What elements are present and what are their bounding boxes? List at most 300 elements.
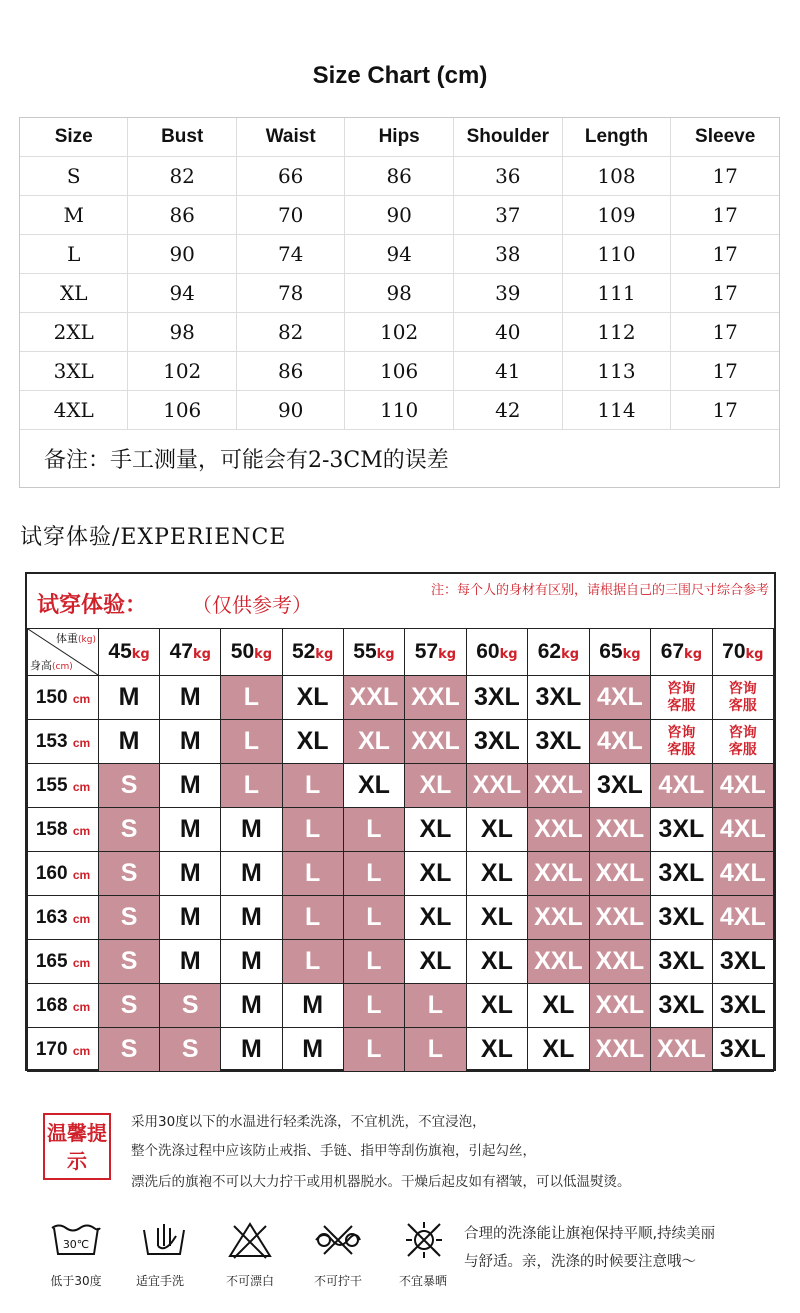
height-cell [28, 720, 99, 764]
height-unit: cm [72, 911, 91, 926]
height-row [28, 676, 774, 720]
weight-cell [343, 629, 404, 676]
fit-size-cell [343, 720, 404, 764]
fit-size-value: XXL [534, 815, 583, 843]
height-value: 165 [35, 950, 68, 972]
fit-size-cell [528, 808, 589, 852]
weight-unit: kg [622, 647, 641, 662]
size-row [20, 391, 779, 430]
fit-size-value: S [120, 903, 138, 931]
weight-cell [99, 629, 160, 676]
fit-size-cell [712, 984, 773, 1028]
weight-unit: kg [684, 647, 702, 662]
fit-size-cell [343, 764, 404, 808]
fit-size-value: S [120, 947, 138, 975]
size-cell: 41 [453, 352, 562, 391]
fit-size-cell [712, 808, 773, 852]
size-cell: L [20, 235, 128, 274]
care-line-2: 整个洗涤过程中应该防止戒指、手链、指甲等刮伤旗袍，引起勾丝， [131, 1143, 536, 1159]
size-cell: 17 [671, 391, 779, 430]
fit-size-value: 3XL [535, 683, 582, 711]
size-cell: 70 [236, 196, 345, 235]
height-unit: cm [72, 823, 91, 838]
height-unit: cm [72, 867, 91, 882]
size-cell: 2XL [20, 313, 128, 352]
fit-size-cell [221, 764, 282, 808]
fit-size-value: L [243, 771, 260, 799]
size-cell: 17 [671, 274, 779, 313]
fit-size-cell [282, 808, 343, 852]
size-cell: 66 [236, 157, 345, 196]
fit-size-cell [528, 764, 589, 808]
fit-size-cell [466, 1028, 527, 1072]
fit-size-cell [589, 852, 650, 896]
care-label-5: 不宜暴晒 [398, 1274, 447, 1288]
fit-size-value: M [302, 1035, 324, 1063]
size-cell: 98 [345, 274, 453, 313]
size-cell: 39 [453, 274, 562, 313]
fit-size-value: M [241, 991, 262, 1019]
hand-wash-icon [136, 1220, 192, 1260]
size-chart-title: Size Chart (cm) [312, 62, 488, 89]
fit-size-value: XL [419, 859, 452, 887]
size-cell: 94 [128, 274, 236, 313]
fit-size-value: M [179, 815, 201, 843]
fit-size-value: XL [419, 815, 452, 843]
weight-cell [282, 629, 343, 676]
fit-size-value: L [243, 727, 260, 755]
fit-size-cell [712, 1028, 773, 1072]
height-row [28, 852, 774, 896]
fit-size-cell [99, 896, 160, 940]
fit-size-value: L [304, 947, 321, 975]
fit-size-cell [343, 896, 404, 940]
fit-size-cell [221, 720, 282, 764]
fit-size-value: XXL [411, 683, 460, 711]
weight-cell [528, 629, 589, 676]
fit-size-cell [405, 940, 466, 984]
fit-size-cell [282, 896, 343, 940]
fit-size-value: XL [357, 727, 390, 755]
fit-size-value: S [181, 991, 199, 1019]
care-label-3: 不可漂白 [225, 1274, 274, 1288]
size-cell: 82 [236, 313, 345, 352]
fit-size-cell [589, 764, 650, 808]
size-cell: 98 [128, 313, 236, 352]
fit-size-cell [282, 852, 343, 896]
fit-size-cell [405, 896, 466, 940]
fit-size-cell [589, 808, 650, 852]
fit-size-value: L [304, 859, 321, 887]
fit-size-value: M [179, 859, 201, 887]
fit-size-value: 3XL [473, 683, 520, 711]
fit-size-value: XL [419, 903, 452, 931]
size-cell: 17 [671, 235, 779, 274]
fit-size-cell [651, 808, 712, 852]
care-line-1: 采用30度以下的水温进行轻柔洗涤，不宜机洗，不宜浸泡， [131, 1114, 486, 1130]
fit-size-value: 3XL [596, 771, 643, 799]
fit-size-value: XXL [472, 771, 522, 799]
height-unit: cm [72, 999, 91, 1014]
fit-size-value: L [304, 815, 321, 843]
fit-size-value: L [304, 771, 321, 799]
fit-size-value: 4XL [658, 771, 705, 799]
fit-size-value: XXL [595, 991, 645, 1019]
size-note: 备注：手工测量，可能会有2-3CM的误差 [44, 448, 449, 473]
fit-size-cell [99, 764, 160, 808]
height-value: 158 [35, 818, 68, 840]
size-table [20, 118, 779, 430]
weight-cell [589, 629, 650, 676]
fit-size-cell [528, 984, 589, 1028]
weight-value: 47 [169, 640, 193, 663]
fit-size-cell [282, 984, 343, 1028]
fit-size-cell [99, 720, 160, 764]
fit-size-cell [528, 676, 589, 720]
height-value: 155 [35, 774, 68, 796]
fit-size-value: M [241, 947, 262, 975]
height-cell [28, 1028, 99, 1072]
fit-size-cell [712, 720, 773, 764]
weight-unit: kg [315, 647, 334, 662]
fit-size-cell [282, 720, 343, 764]
fit-size-value: 3XL [719, 991, 766, 1019]
fit-size-value: 咨询客服 [667, 680, 696, 714]
corner-height: 身高(cm) [30, 659, 73, 672]
weight-unit: kg [745, 647, 764, 662]
fit-size-cell [221, 984, 282, 1028]
weight-unit: kg [192, 647, 211, 662]
weight-cell [712, 629, 773, 676]
fit-size-value: 咨询客服 [728, 680, 757, 714]
size-header-cell: Hips [345, 118, 453, 157]
care-label-2: 适宜手洗 [135, 1274, 184, 1288]
size-header-cell: Size [20, 118, 128, 157]
fit-size-value: M [179, 771, 201, 799]
size-row [20, 235, 779, 274]
size-cell: 3XL [20, 352, 128, 391]
fit-size-value: 4XL [719, 771, 766, 799]
weight-cell [160, 629, 221, 676]
size-cell: 106 [128, 391, 236, 430]
fit-size-cell [221, 940, 282, 984]
fit-size-value: L [366, 859, 382, 887]
height-cell [28, 896, 99, 940]
size-cell: 102 [345, 313, 453, 352]
fit-size-value: 3XL [658, 859, 705, 887]
care-label-1: 低于30度 [50, 1274, 102, 1288]
size-cell: 90 [128, 235, 236, 274]
fit-size-value: 4XL [596, 683, 643, 711]
fit-size-value: XL [542, 991, 575, 1019]
size-row [20, 313, 779, 352]
size-cell: 111 [562, 274, 671, 313]
fit-size-cell [221, 1028, 282, 1072]
fit-size-cell [651, 940, 712, 984]
size-cell: 90 [345, 196, 453, 235]
fit-table [27, 628, 774, 1072]
fit-size-value: XXL [411, 727, 460, 755]
fit-size-value: 咨询客服 [728, 724, 757, 758]
fit-size-cell [712, 896, 773, 940]
fit-size-value: S [120, 815, 138, 843]
fit-size-value: M [179, 727, 201, 755]
height-value: 153 [35, 730, 68, 752]
footer-line-2: 与舒适。亲，洗涤的时候要注意哦～ [464, 1254, 696, 1270]
size-header-cell: Shoulder [453, 118, 562, 157]
size-cell: 82 [128, 157, 236, 196]
fit-size-value: M [241, 815, 262, 843]
weight-cell [651, 629, 712, 676]
no-sun-icon [396, 1220, 452, 1260]
fit-size-cell [343, 984, 404, 1028]
fit-size-cell [466, 764, 527, 808]
fit-size-value: L [427, 991, 444, 1019]
fit-size-value: 4XL [719, 903, 766, 931]
size-header-cell: Bust [128, 118, 236, 157]
weight-unit: kg [499, 647, 518, 662]
fit-size-cell [160, 896, 221, 940]
experience-head-note: 注：每个人的身材有区别，请根据自己的三围尺寸综合参考 [431, 583, 770, 598]
fit-size-value: 3XL [658, 991, 705, 1019]
fit-size-cell [589, 896, 650, 940]
corner-weight: 体重(kg) [56, 632, 96, 645]
fit-size-value: S [120, 771, 138, 799]
fit-size-value: XXL [534, 859, 583, 887]
fit-size-cell [712, 676, 773, 720]
weight-unit: kg [376, 647, 395, 662]
fit-size-cell [589, 676, 650, 720]
fit-size-cell [589, 940, 650, 984]
size-cell: 114 [562, 391, 671, 430]
size-cell: 109 [562, 196, 671, 235]
fit-size-value: L [427, 1035, 444, 1063]
size-cell: 17 [671, 157, 779, 196]
care-line-3: 漂洗后的旗袍不可以大力拧干或用机器脱水。干燥后起皮如有褶皱，可以低温熨烫。 [131, 1174, 631, 1190]
fit-size-cell [160, 984, 221, 1028]
fit-size-cell [466, 676, 527, 720]
fit-size-cell [160, 720, 221, 764]
size-cell: 17 [671, 313, 779, 352]
fit-size-cell [99, 1028, 160, 1072]
fit-size-value: S [120, 859, 138, 887]
height-value: 163 [35, 906, 68, 928]
size-cell: M [20, 196, 128, 235]
height-unit: cm [72, 955, 91, 970]
size-cell: XL [20, 274, 128, 313]
no-wring-icon [310, 1220, 366, 1260]
fit-size-value: 3XL [658, 947, 705, 975]
fit-size-cell [221, 896, 282, 940]
fit-size-cell [160, 764, 221, 808]
fit-size-cell [651, 984, 712, 1028]
fit-size-value: XL [296, 727, 329, 755]
fit-size-cell [405, 808, 466, 852]
fit-size-value: S [120, 991, 138, 1019]
fit-size-cell [343, 852, 404, 896]
fit-size-cell [651, 676, 712, 720]
experience-head-title: 试穿体验： [37, 593, 148, 618]
fit-size-cell [466, 808, 527, 852]
fit-size-value: L [243, 683, 260, 711]
height-row [28, 764, 774, 808]
fit-size-value: M [179, 683, 201, 711]
fit-size-cell [528, 896, 589, 940]
fit-size-cell [528, 940, 589, 984]
fit-size-cell [160, 852, 221, 896]
height-value: 150 [35, 686, 68, 708]
fit-size-value: L [366, 815, 382, 843]
size-cell: 74 [236, 235, 345, 274]
size-cell: 4XL [20, 391, 128, 430]
height-unit: cm [72, 779, 91, 794]
fit-size-cell [651, 1028, 712, 1072]
height-row [28, 984, 774, 1028]
weight-value: 45 [108, 640, 132, 663]
fit-size-value: XXL [595, 859, 645, 887]
fit-size-value: L [366, 991, 382, 1019]
fit-size-value: 4XL [596, 727, 643, 755]
care-tip-badge: 温馨提示 [43, 1113, 111, 1180]
fit-size-value: XL [542, 1035, 575, 1063]
size-header-row [20, 118, 779, 157]
size-cell: 112 [562, 313, 671, 352]
weight-value: 70 [722, 640, 746, 663]
fit-size-value: M [179, 903, 201, 931]
fit-size-cell [160, 1028, 221, 1072]
no-bleach-icon [222, 1220, 278, 1260]
weight-cell [466, 629, 527, 676]
height-cell [28, 852, 99, 896]
fit-size-cell [405, 852, 466, 896]
fit-size-cell [466, 984, 527, 1028]
height-row [28, 896, 774, 940]
weight-row [28, 629, 774, 676]
weight-unit: kg [561, 647, 580, 662]
fit-size-cell [99, 940, 160, 984]
height-cell [28, 984, 99, 1028]
fit-size-value: XL [357, 771, 390, 799]
fit-size-value: M [241, 1035, 262, 1063]
height-row [28, 808, 774, 852]
weight-value: 60 [476, 640, 500, 663]
wash-30-icon [48, 1220, 104, 1260]
weight-cell [221, 629, 282, 676]
fit-size-value: 4XL [719, 859, 766, 887]
weight-value: 52 [291, 640, 316, 663]
fit-size-value: XXL [349, 683, 399, 711]
fit-size-cell [466, 896, 527, 940]
size-cell: 86 [236, 352, 345, 391]
fit-size-value: 3XL [658, 903, 705, 931]
experience-head-subtitle: （仅供参考） [192, 593, 312, 617]
fit-size-cell [466, 720, 527, 764]
fit-size-value: XL [480, 991, 513, 1019]
fit-size-cell [528, 852, 589, 896]
height-value: 170 [35, 1038, 68, 1060]
fit-size-cell [282, 940, 343, 984]
size-cell: 94 [345, 235, 453, 274]
fit-size-cell [405, 1028, 466, 1072]
fit-size-cell [651, 720, 712, 764]
fit-size-value: M [241, 859, 262, 887]
fit-size-cell [405, 984, 466, 1028]
fit-size-value: M [241, 903, 262, 931]
fit-size-value: L [366, 947, 382, 975]
fit-size-cell [282, 676, 343, 720]
fit-size-cell [589, 984, 650, 1028]
size-cell: 36 [453, 157, 562, 196]
size-cell: 110 [562, 235, 671, 274]
size-cell: 113 [562, 352, 671, 391]
weight-value: 67 [660, 640, 685, 663]
weight-value: 50 [230, 640, 255, 663]
fit-size-value: XXL [657, 1035, 706, 1063]
fit-size-cell [405, 764, 466, 808]
height-row [28, 720, 774, 764]
weight-unit: kg [438, 647, 457, 662]
fit-size-value: XL [480, 1035, 513, 1063]
fit-size-cell [160, 676, 221, 720]
size-cell: 102 [128, 352, 236, 391]
fit-size-cell [221, 676, 282, 720]
fit-size-value: L [366, 903, 382, 931]
fit-size-value: XXL [595, 903, 645, 931]
fit-size-cell [466, 852, 527, 896]
care-label-4: 不可拧干 [313, 1274, 362, 1288]
footer-line-1: 合理的洗涤能让旗袍保持平顺,持续美丽 [464, 1226, 716, 1242]
weight-value: 55 [353, 640, 377, 663]
height-unit: cm [72, 691, 91, 706]
size-cell: 90 [236, 391, 345, 430]
fit-size-cell [405, 720, 466, 764]
size-cell: 37 [453, 196, 562, 235]
size-cell: 78 [236, 274, 345, 313]
fit-size-value: XL [480, 859, 513, 887]
fit-size-value: 4XL [719, 815, 766, 843]
height-value: 160 [35, 862, 68, 884]
size-cell: 42 [453, 391, 562, 430]
fit-size-cell [343, 676, 404, 720]
size-header-cell: Length [562, 118, 671, 157]
fit-size-value: 3XL [719, 1035, 766, 1063]
fit-size-value: XL [419, 771, 452, 799]
weight-cell [405, 629, 466, 676]
size-header-cell: Waist [236, 118, 345, 157]
weight-value: 57 [414, 640, 439, 663]
size-cell: 17 [671, 352, 779, 391]
size-cell: S [20, 157, 128, 196]
fit-size-cell [99, 808, 160, 852]
fit-size-cell [528, 1028, 589, 1072]
fit-size-cell [712, 764, 773, 808]
fit-size-cell [99, 852, 160, 896]
fit-size-cell [343, 808, 404, 852]
height-cell [28, 940, 99, 984]
fit-size-cell [405, 676, 466, 720]
fit-size-cell [99, 984, 160, 1028]
fit-size-cell [221, 852, 282, 896]
fit-size-value: XXL [534, 947, 583, 975]
height-unit: cm [72, 1043, 91, 1058]
fit-size-cell [343, 1028, 404, 1072]
fit-size-value: XXL [534, 771, 583, 799]
fit-size-cell [651, 852, 712, 896]
fit-size-cell [712, 852, 773, 896]
corner-cell [28, 629, 99, 676]
fit-size-cell [589, 1028, 650, 1072]
fit-size-cell [160, 940, 221, 984]
